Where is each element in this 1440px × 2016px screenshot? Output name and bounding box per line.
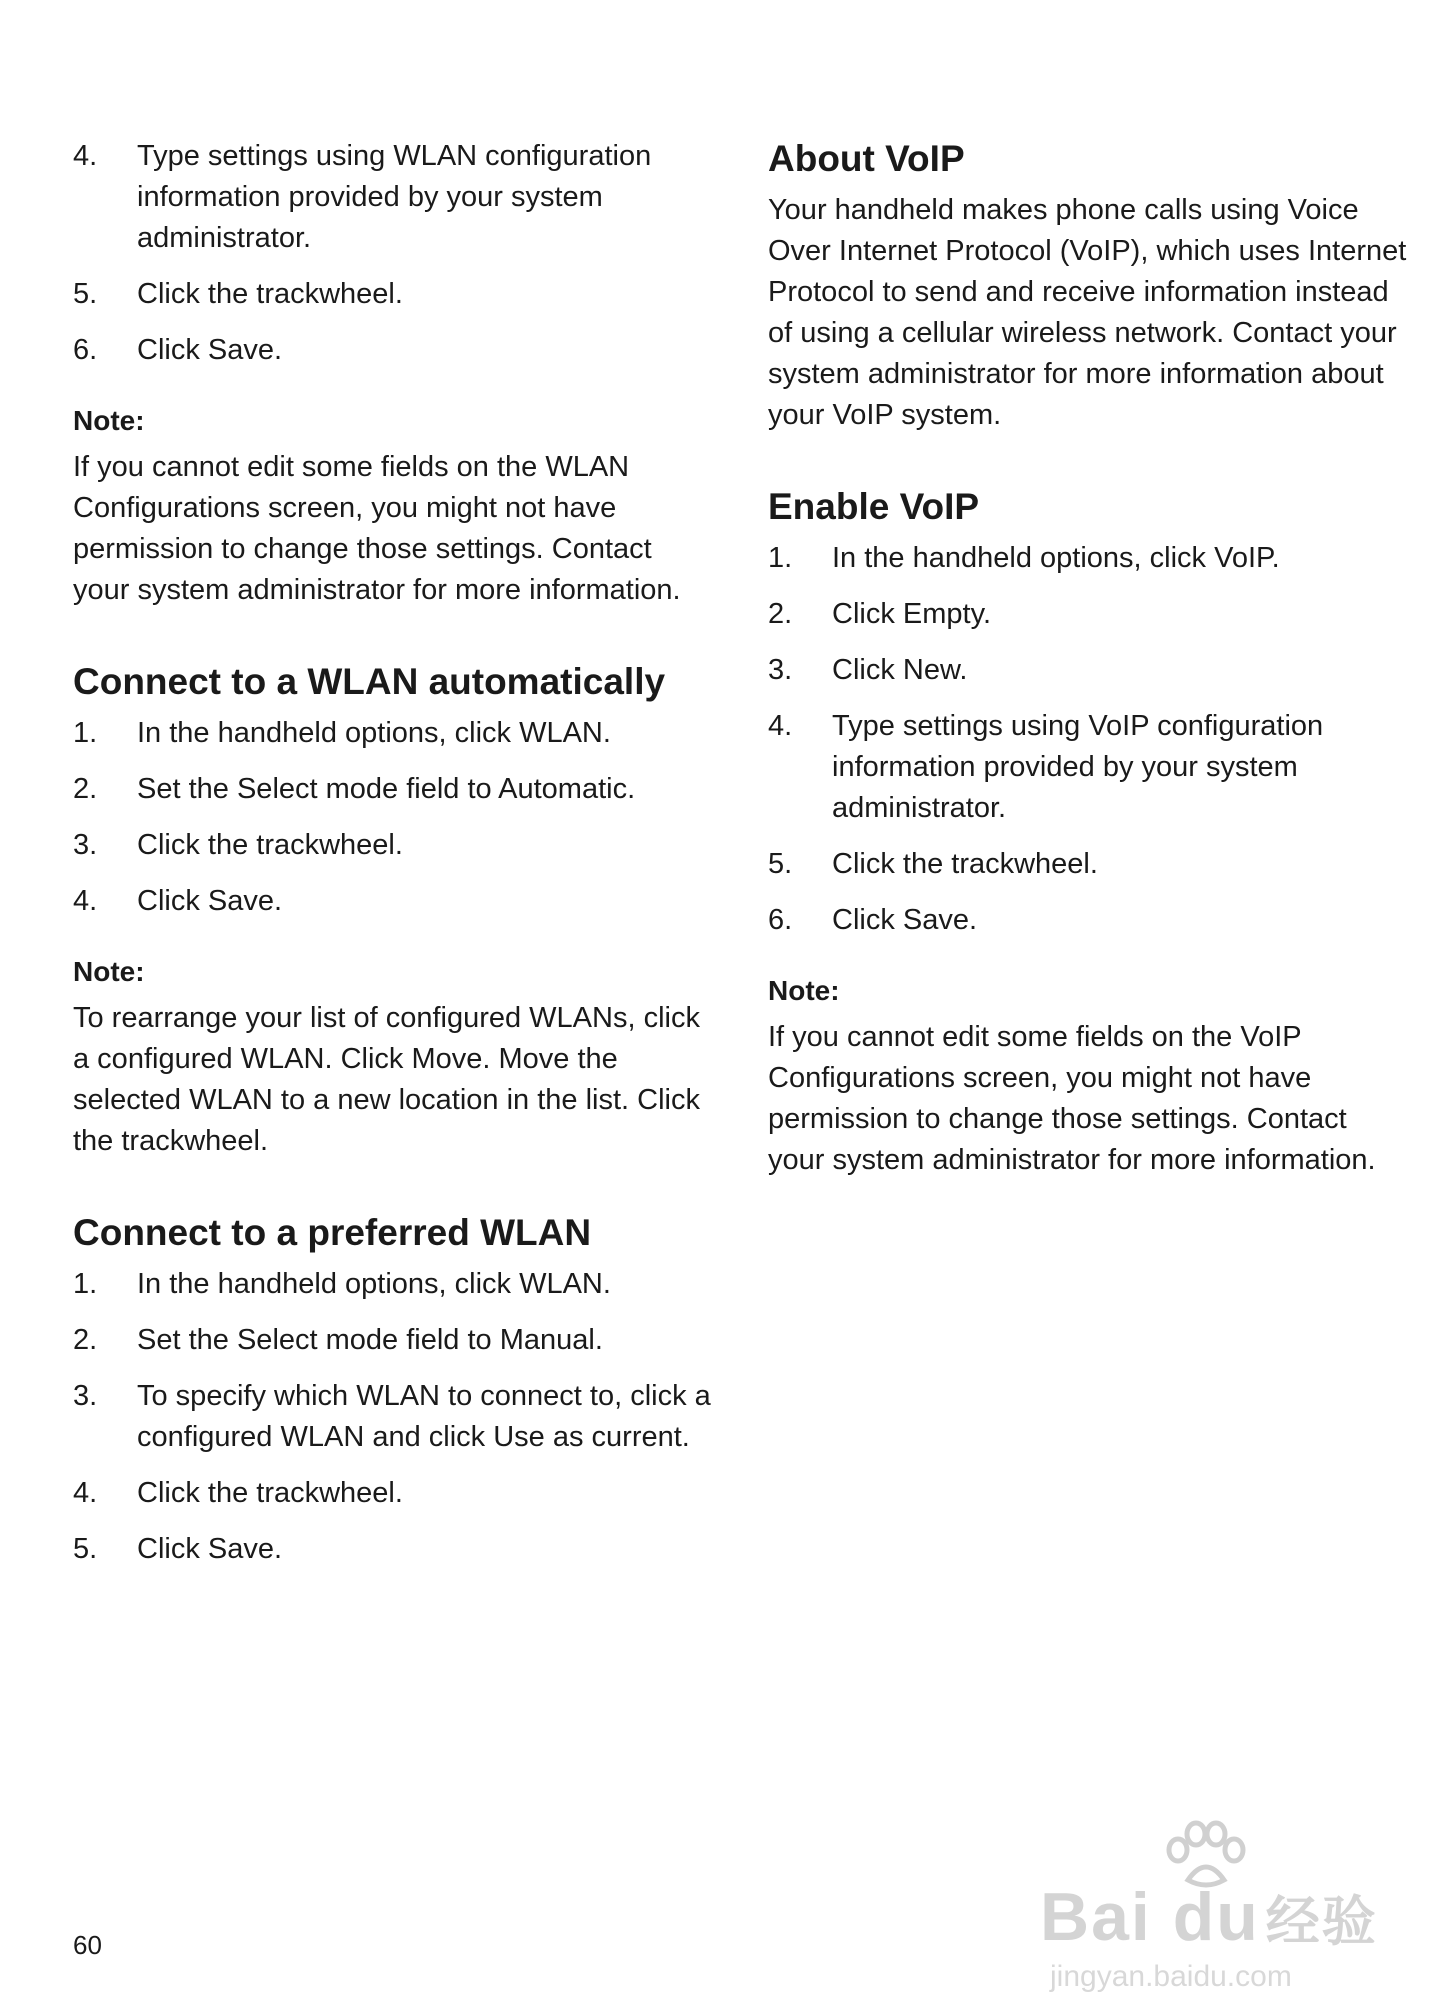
step-text: In the handheld options, click WLAN. (137, 717, 611, 749)
page-number: 60 (73, 1930, 102, 1960)
step-number: 1. (768, 542, 793, 574)
step-number: 5. (768, 848, 793, 880)
ui-term: Move (411, 1043, 483, 1075)
step-number: 3. (768, 654, 793, 686)
intro-steps (73, 136, 713, 371)
left-column (73, 136, 713, 1585)
step-text: Type settings using VoIP configuration information provided by your system administrator. (832, 710, 1324, 824)
list-item (73, 330, 713, 371)
list-item (73, 713, 713, 754)
watermark-logo: Bai du 经验 (1040, 1879, 1378, 1955)
ui-term: Select mode (236, 1324, 399, 1356)
note-text: If you cannot edit some fields on the VoIP Configurations screen, you might not have permission to change those settings. Contact your system administrator for more information. (768, 1021, 1376, 1176)
auto-steps (73, 713, 713, 922)
step-number: 4. (768, 710, 793, 742)
about-paragraph: Your handheld makes phone calls using Voice Over Internet Protocol (VoIP), which uses Internet Protocol to send and receive information instead of using a cellular wireless network. Contact your system administrator for more information about your VoIP system. (768, 194, 1407, 431)
ui-term: New (902, 654, 960, 686)
step-text: To specify which WLAN to connect to, click a configured WLAN and click Use as current. (137, 1380, 711, 1453)
list-item (73, 1529, 713, 1570)
step-text: Click Save. (137, 1533, 283, 1565)
list-item (73, 1320, 713, 1361)
note-label: Note: (768, 975, 840, 1006)
ui-term: Use as current (493, 1421, 682, 1453)
ui-term: VoIP (1214, 542, 1272, 574)
step-number: 5. (73, 1533, 98, 1565)
step-number: 4. (73, 1477, 98, 1509)
step-number: 6. (768, 904, 793, 936)
section-heading: Connect to a WLAN automatically (73, 661, 666, 702)
ui-term: Manual (499, 1324, 595, 1356)
section-heading: Enable VoIP (768, 486, 980, 527)
step-number: 2. (73, 1324, 98, 1356)
list-item (73, 881, 713, 922)
step-text: Click the trackwheel. (137, 278, 403, 310)
list-item (768, 900, 1408, 941)
step-number: 3. (73, 1380, 98, 1412)
step-text: In the handheld options, click VoIP. (832, 542, 1280, 574)
step-text: Set the Select mode field to Manual. (137, 1324, 603, 1356)
step-text: Click the trackwheel. (137, 1477, 403, 1509)
list-item (73, 1264, 713, 1305)
step-text: Click Save. (137, 334, 283, 366)
note-label: Note: (73, 405, 145, 436)
step-number: 3. (73, 829, 98, 861)
list-item (768, 650, 1408, 691)
list-item (768, 844, 1408, 885)
ui-term: Save (207, 334, 274, 366)
list-item (73, 769, 713, 810)
ui-term: Empty (902, 598, 983, 630)
right-column (768, 136, 1408, 1181)
ui-term: Automatic (498, 773, 628, 805)
step-text: Click Empty. (832, 598, 991, 630)
ui-term: WLAN (519, 717, 603, 749)
step-text: Click Save. (137, 885, 283, 917)
step-number: 1. (73, 1268, 98, 1300)
watermark-url: jingyan.baidu.com (1050, 1960, 1292, 1993)
list-item (73, 1376, 713, 1458)
step-text: Click the trackwheel. (832, 848, 1098, 880)
ui-term: Save (902, 904, 969, 936)
list-item (768, 538, 1408, 579)
list-item (768, 706, 1408, 829)
list-item (73, 1473, 713, 1514)
note-text: If you cannot edit some fields on the WLAN Configurations screen, you might not have permission to change those settings. Contact your system administrator for more information. (73, 451, 681, 606)
step-text: Type settings using WLAN configuration information provided by your system administrator. (137, 140, 652, 254)
step-number: 2. (73, 773, 98, 805)
watermark-cn: 经验 (1265, 1892, 1378, 1952)
step-text: In the handheld options, click WLAN. (137, 1268, 611, 1300)
ui-term: WLAN (519, 1268, 603, 1300)
list-item (768, 594, 1408, 635)
enable-steps (768, 538, 1408, 941)
preferred-steps (73, 1264, 713, 1570)
list-item (73, 136, 713, 259)
watermark (1040, 1820, 1380, 2000)
list-item (73, 825, 713, 866)
list-item (73, 274, 713, 315)
step-number: 4. (73, 885, 98, 917)
ui-term: Save (207, 1533, 274, 1565)
note-label: Note: (73, 956, 145, 987)
step-text: Click the trackwheel. (137, 829, 403, 861)
section-heading: Connect to a preferred WLAN (73, 1212, 592, 1253)
step-text: Click New. (832, 654, 968, 686)
ui-term: Save (207, 885, 274, 917)
step-number: 1. (73, 717, 98, 749)
step-text: Set the Select mode field to Automatic. (137, 773, 636, 805)
step-number: 4. (73, 140, 98, 172)
step-number: 2. (768, 598, 793, 630)
step-number: 6. (73, 334, 98, 366)
note-text: To rearrange your list of configured WLANs, click a configured WLAN. Click Move. Move the selected WLAN to a new location in the list. Click the trackwheel. (73, 1002, 700, 1157)
ui-term: Select mode (236, 773, 399, 805)
section-heading: About VoIP (768, 138, 965, 179)
step-number: 5. (73, 278, 98, 310)
step-text: Click Save. (832, 904, 978, 936)
